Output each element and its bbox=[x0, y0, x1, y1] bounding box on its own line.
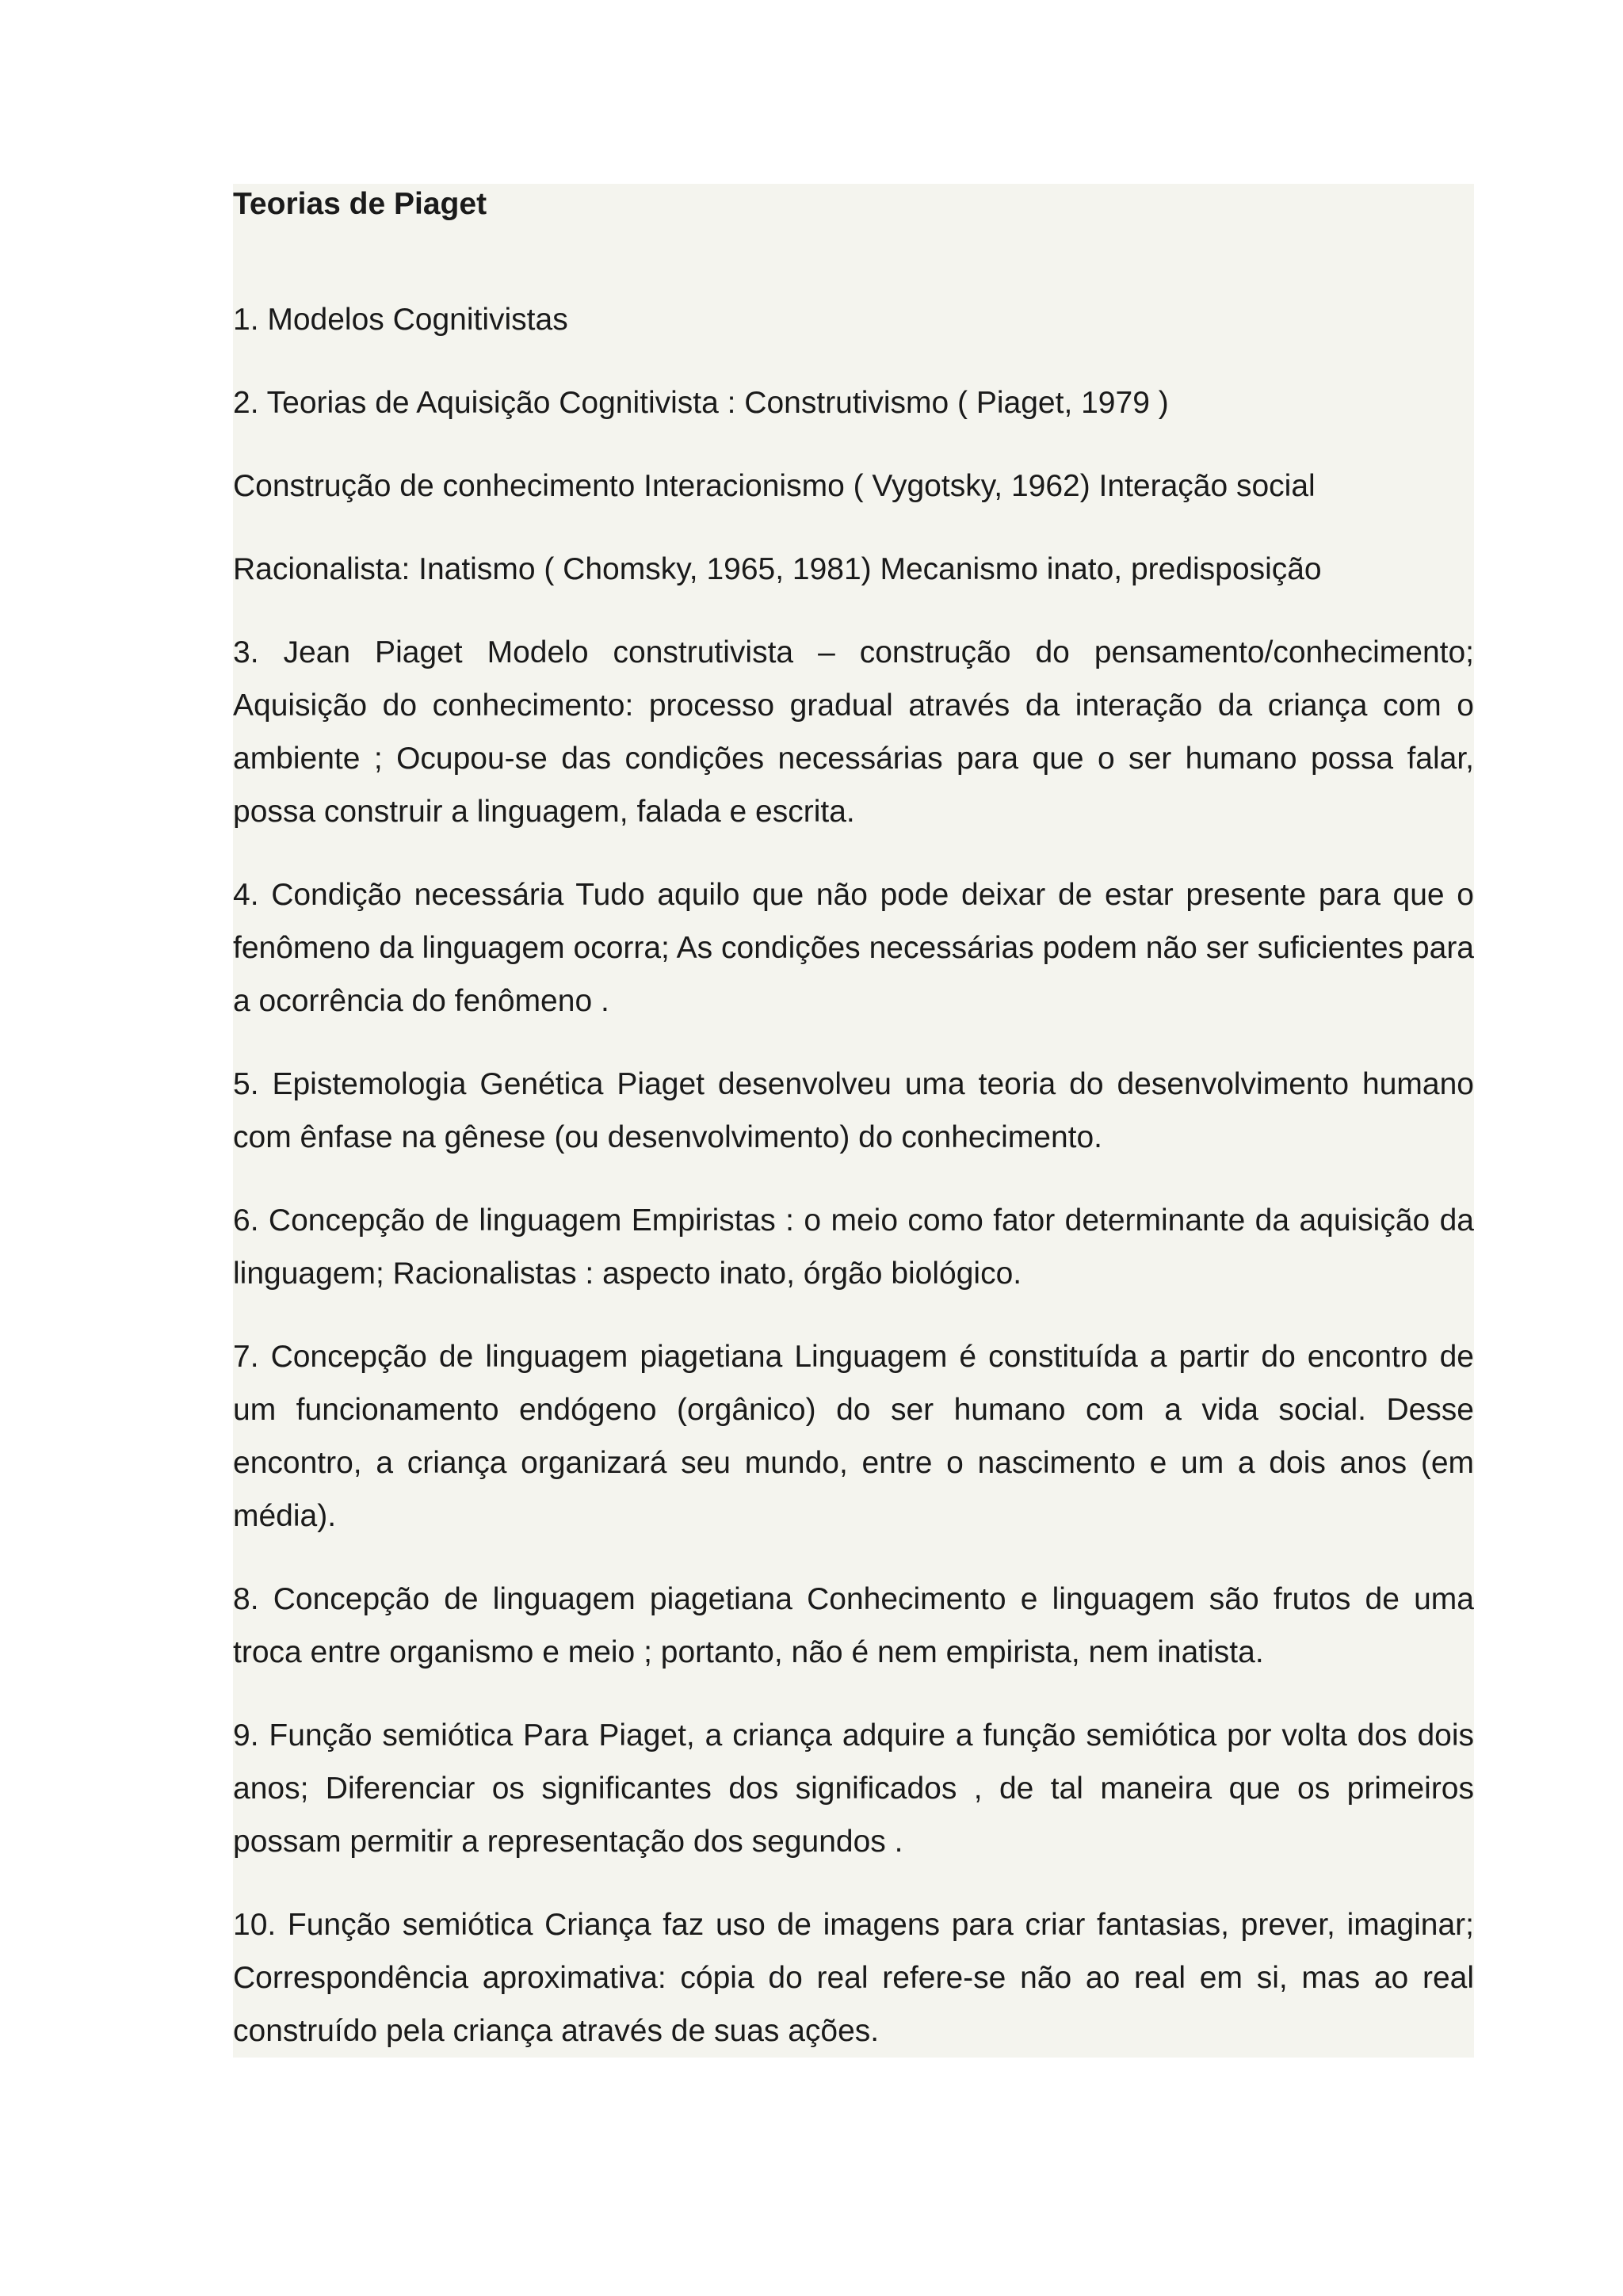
paragraph-11: 9. Função semiótica Para Piaget, a criança adquire a função semiótica por volta dos dois anos; Diferenciar os significantes dos significados , de tal maneira que os primeiros possam permitir a representação dos segundos . bbox=[233, 1718, 1474, 1859]
paragraph-3: Construção de conhecimento Interacionismo ( Vygotsky, 1962) Interação social bbox=[233, 469, 1316, 503]
paragraph-1: 1. Modelos Cognitivistas bbox=[233, 303, 568, 337]
paragraph-9: 7. Concepção de linguagem piagetiana Linguagem é constituída a partir do encontro de um funcionamento endógeno (orgânico) do ser humano com a vida social. Desse encontro, a criança organizará seu mundo, entre o nascimento e um a dois anos (em média). bbox=[233, 1340, 1474, 1533]
paragraph-12: 10. Função semiótica Criança faz uso de imagens para criar fantasias, prever, imaginar; Correspondência aproximativa: cópia do real refere-se não ao real em si, mas ao real construído pela criança através de suas ações. bbox=[233, 1908, 1474, 2048]
paragraph-2: 2. Teorias de Aquisição Cognitivista : Construtivismo ( Piaget, 1979 ) bbox=[233, 386, 1169, 420]
paragraph-4: Racionalista: Inatismo ( Chomsky, 1965, 1981) Mecanismo inato, predisposição bbox=[233, 552, 1322, 586]
paragraph-6: 4. Condição necessária Tudo aquilo que não pode deixar de estar presente para que o fenômeno da linguagem ocorra; As condições necessárias podem não ser suficientes para a ocorrência do fenômeno . bbox=[233, 878, 1474, 1018]
paragraph-7: 5. Epistemologia Genética Piaget desenvolveu uma teoria do desenvolvimento humano com ênfase na gênese (ou desenvolvimento) do conhecimento. bbox=[233, 1067, 1474, 1154]
title-spacer bbox=[233, 223, 1474, 293]
paragraph-10: 8. Concepção de linguagem piagetiana Conhecimento e linguagem são frutos de uma troca entre organismo e meio ; portanto, não é nem empirista, nem inatista. bbox=[233, 1582, 1474, 1669]
paragraph-5: 3. Jean Piaget Modelo construtivista – construção do pensamento/conhecimento; Aquisição do conhecimento: processo gradual através da interação da criança com o ambiente ; Ocupou-se das condições necessárias para que o ser humano possa falar, possa construir a linguagem, falada e escrita. bbox=[233, 635, 1474, 829]
document-body bbox=[233, 184, 1474, 2058]
document-title: Teorias de Piaget bbox=[233, 187, 487, 221]
paragraph-8: 6. Concepção de linguagem Empiristas : o meio como fator determinante da aquisição da linguagem; Racionalistas : aspecto inato, órgão biológico. bbox=[233, 1203, 1474, 1291]
